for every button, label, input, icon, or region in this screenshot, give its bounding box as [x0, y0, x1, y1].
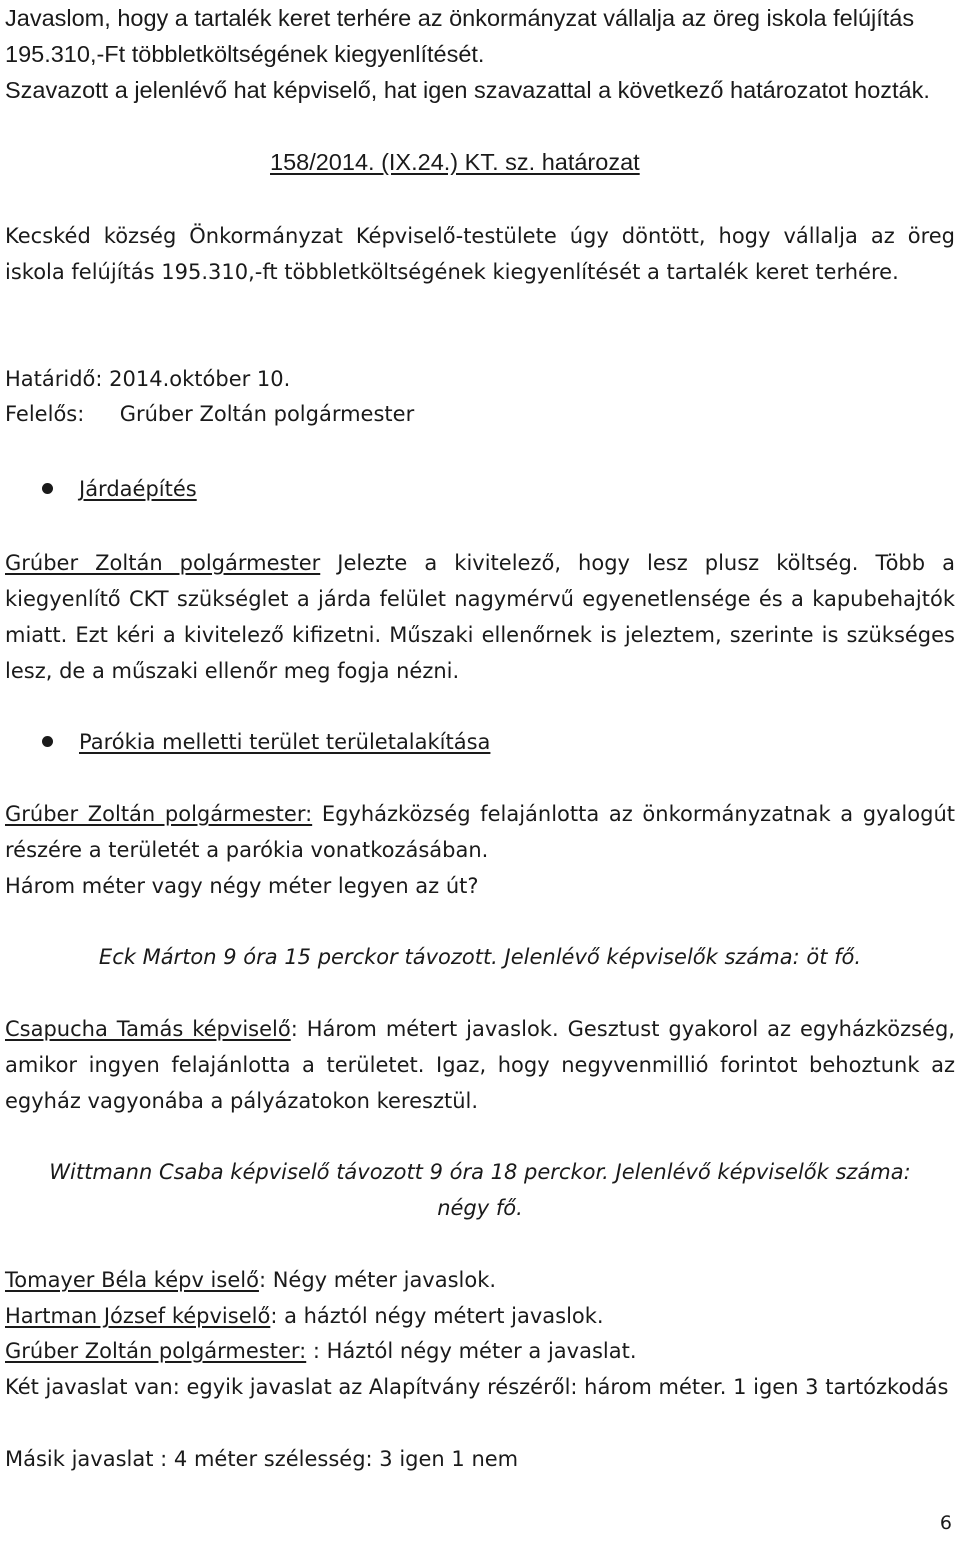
- section2-text4: : a háztól négy métert javaslok.: [270, 1304, 604, 1328]
- section2-text2: : Három métert javaslok. Gesztust gyakorol az egyházközség, amikor ingyen felajánlotta a területet. Igaz, hogy negyvenmillió forintot behoztunk az egyház vagyonába a pályázatokon keresztül.: [5, 1017, 955, 1113]
- section2-text1: Egyházközség felajánlotta az önkormányzatnak a gyalogút részére a területét a parókia vonatkozásában.: [5, 802, 955, 862]
- section2-text3: : Négy méter javaslok.: [258, 1268, 497, 1292]
- section2-question: Három méter vagy négy méter legyen az út?: [5, 874, 479, 898]
- section-heading-jardaepites: Járdaépítés: [79, 477, 197, 501]
- section1-paragraph: [5, 545, 955, 689]
- speaker-csapucha: Csapucha Tamás képviselő: [5, 1017, 291, 1041]
- intro-proposal: Javaslom, hogy a tartalék keret terhére az önkormányzat vállalja az öreg iskola felújítás 195.310,-Ft többletköltségének kiegyenlítését.: [5, 5, 915, 67]
- section-heading-parokia: Parókia melletti terület területalakítása: [79, 730, 491, 754]
- section-parokia: [5, 724, 955, 760]
- section2-line-hartman: [5, 1298, 955, 1334]
- resolution-deadline: Határidő: 2014.október 10.: [5, 367, 291, 391]
- page-number: 6: [939, 1512, 952, 1534]
- section2-text5: : Háztól négy méter a javaslat.: [306, 1339, 637, 1363]
- speaker-gruber: Grúber Zoltán polgármester: [5, 551, 321, 575]
- responsible-label: Felelős:: [5, 402, 85, 426]
- section2-paragraph1: [5, 796, 955, 868]
- section-jardaepites: [5, 471, 955, 507]
- speaker-hartman: Hartman József képviselő: [5, 1304, 271, 1328]
- resolution-responsible: [5, 396, 955, 432]
- resolution-body: Kecskéd község Önkormányzat Képviselő-testülete úgy döntött, hogy vállalja az öreg iskola felújítás 195.310,-ft többletköltségének kiegyenlítését a tartalék keret terhére.: [5, 224, 955, 284]
- resolution-title: 158/2014. (IX.24.) KT. sz. határozat: [270, 149, 640, 175]
- section2-paragraph-csapucha: [5, 1011, 955, 1119]
- intro-vote: Szavazott a jelenlévő hat képviselő, hat igen szavazattal a következő határozatot hozták.: [5, 77, 930, 103]
- vote-result-2: Másik javaslat : 4 méter szélesség: 3 igen 1 nem: [5, 1447, 519, 1471]
- section1-text: Jelezte a kivitelező, hogy lesz plusz költség. Több a kiegyenlítő CKT szükséglet a járda felület nagymérvű egyenetlensége és a kapubehajtók miatt. Ezt kéri a kivitelező kifizetni. Műszaki ellenőrnek is jeleztem, szerinte is szükséges lesz, de a műszaki ellenőr meg fogja nézni.: [5, 551, 955, 683]
- speaker-gruber: Grúber Zoltán polgármester:: [5, 1339, 307, 1363]
- speaker-tomayer: Tomayer Béla képv iselő: [5, 1268, 259, 1292]
- responsible-name: Grúber Zoltán polgármester: [119, 402, 415, 426]
- resolution-title-row: [270, 144, 870, 180]
- section2-line-gruber: [5, 1333, 955, 1369]
- attendance-note-wittmann: Wittmann Csaba képviselő távozott 9 óra 18 perckor. Jelenlévő képviselők száma: négy fő.: [49, 1160, 911, 1220]
- speaker-gruber: Grúber Zoltán polgármester:: [5, 802, 313, 826]
- vote-result-1: Két javaslat van: egyik javaslat az Alapítvány részéről: három méter. 1 igen 3 tartózkodás: [5, 1375, 949, 1399]
- bullet-icon: [42, 483, 53, 494]
- attendance-note-eck: Eck Márton 9 óra 15 perckor távozott. Jelenlévő képviselők száma: öt fő.: [98, 945, 862, 969]
- bullet-icon: [42, 736, 53, 747]
- section2-line-tomayer: [5, 1262, 955, 1298]
